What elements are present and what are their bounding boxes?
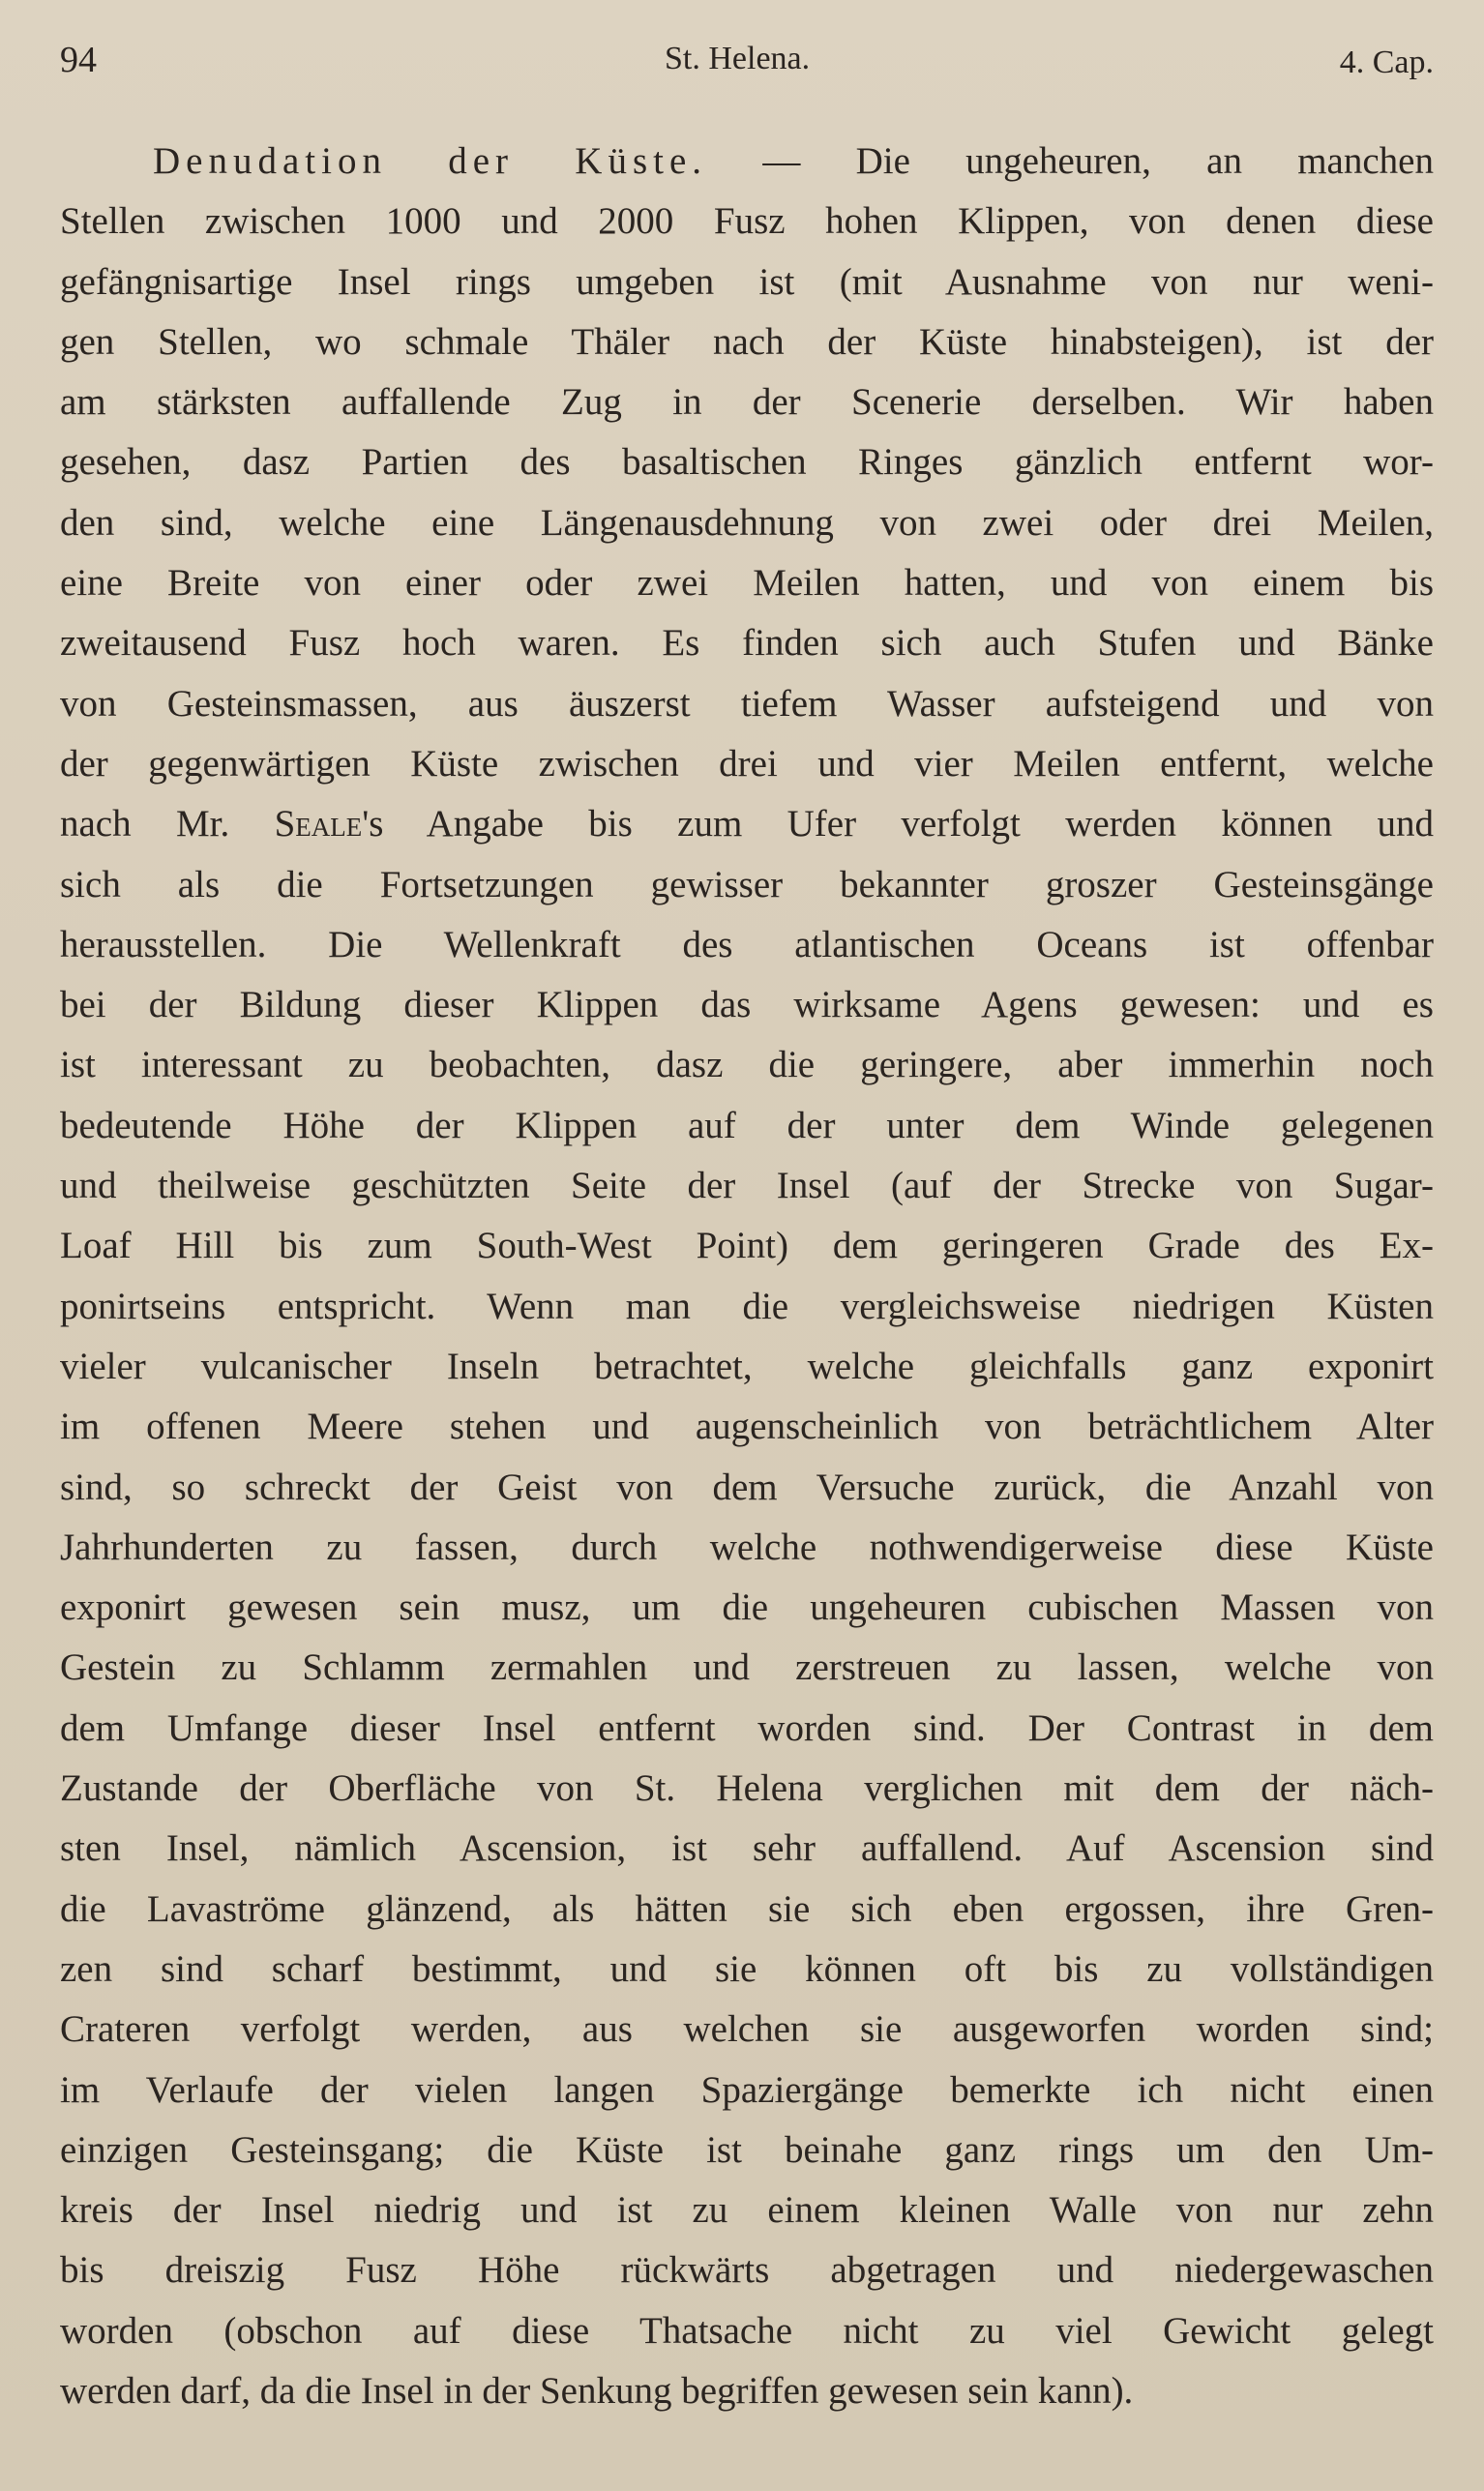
text-segment: nach Mr.	[60, 803, 275, 845]
text-line: im offenen Meere stehen und augenscheinlich von beträchtlichem Alter	[60, 1406, 1434, 1448]
text-line: einzigen Gesteinsgang; die Küste ist beinahe ganz rings um den Um-	[60, 2128, 1434, 2171]
text-line: von Gesteinsmassen, aus äuszerst tiefem Wasser aufsteigend und von	[60, 682, 1434, 725]
text-line: sten Insel, nämlich Ascension, ist sehr auffallend. Auf Ascension sind	[60, 1827, 1434, 1870]
text-line: und theilweise geschützten Seite der Insel (auf der Strecke von Sugar-	[60, 1165, 1434, 1207]
text-line: kreis der Insel niedrig und ist zu einem kleinen Walle von nur zehn	[60, 2189, 1434, 2232]
text-segment: — Die ungeheuren, an manchen	[707, 140, 1434, 182]
text-line: Stellen zwischen 1000 und 2000 Fusz hohen Klippen, von denen diese	[60, 200, 1434, 243]
text-line: bis dreiszig Fusz Höhe rückwärts abgetragen und niedergewaschen	[60, 2249, 1434, 2292]
text-line: Loaf Hill bis zum South-West Point) dem geringeren Grade des Ex-	[60, 1225, 1434, 1267]
text-line: bedeutende Höhe der Klippen auf der unter dem Winde gelegenen	[60, 1104, 1434, 1146]
text-line: bei der Bildung dieser Klippen das wirksame Agens gewesen: und es	[60, 984, 1434, 1026]
text-line: ist interessant zu beobachten, dasz die geringere, aber immerhin noch	[60, 1044, 1434, 1086]
text-line: zen sind scharf bestimmt, und sie können oft bis zu vollständigen	[60, 1947, 1434, 1990]
running-title: St. Helena.	[665, 41, 811, 76]
text-line	[60, 132, 1434, 192]
text-segment: 's Angabe bis zum Ufer verfolgt werden können und	[362, 803, 1434, 845]
text-line: Zustande der Oberfläche von St. Helena verglichen mit dem der näch-	[60, 1767, 1434, 1810]
text-line: Crateren verfolgt werden, aus welchen sie ausgeworfen worden sind;	[60, 2008, 1434, 2051]
chapter-label: 4. Cap.	[1339, 44, 1434, 80]
text-line: vieler vulcanischer Inseln betrachtet, welche gleichfalls ganz exponirt	[60, 1345, 1434, 1387]
text-line: ponirtseins entspricht. Wenn man die vergleichsweise niedrigen Küsten	[60, 1285, 1434, 1327]
text-line: zweitausend Fusz hoch waren. Es finden sich auch Stufen und Bänke	[60, 622, 1434, 665]
author-name: Seale	[274, 803, 363, 845]
text-line: gefängnisartige Insel rings umgeben ist (mit Ausnahme von nur weni-	[60, 260, 1434, 303]
text-line: der gegenwärtigen Küste zwischen drei und vier Meilen entfernt, welche	[60, 742, 1434, 785]
page-number: 94	[60, 40, 97, 80]
section-heading: Denudation der Küste.	[153, 140, 708, 182]
page-header	[60, 39, 1434, 97]
text-line: Jahrhunderten zu fassen, durch welche nothwendigerweise diese Küste	[60, 1526, 1434, 1568]
text-line: eine Breite von einer oder zwei Meilen hatten, und von einem bis	[60, 562, 1434, 605]
text-line: am stärksten auffallende Zug in der Scenerie derselben. Wir haben	[60, 381, 1434, 424]
text-line: im Verlaufe der vielen langen Spaziergänge bemerkte ich nicht einen	[60, 2068, 1434, 2111]
text-line: sich als die Fortsetzungen gewisser bekannter groszer Gesteinsgänge	[60, 863, 1434, 905]
text-line: den sind, welche eine Längenausdehnung von zwei oder drei Meilen,	[60, 501, 1434, 544]
text-line	[60, 794, 1434, 854]
text-line: werden darf, da die Insel in der Senkung begriffen gewesen sein kann).	[60, 2369, 1134, 2412]
body-text	[60, 132, 1434, 2421]
text-line: die Lavaströme glänzend, als hätten sie sich eben ergossen, ihre Gren-	[60, 1887, 1434, 1930]
text-line: worden (obschon auf diese Thatsache nicht zu viel Gewicht gelegt	[60, 2309, 1434, 2352]
text-line: Gestein zu Schlamm zermahlen und zerstreuen zu lassen, welche von	[60, 1646, 1434, 1689]
text-line: herausstellen. Die Wellenkraft des atlantischen Oceans ist offenbar	[60, 923, 1434, 965]
text-line: exponirt gewesen sein musz, um die ungeheuren cubischen Massen von	[60, 1587, 1434, 1629]
text-line: sind, so schreckt der Geist von dem Versuche zurück, die Anzahl von	[60, 1466, 1434, 1508]
text-line: gesehen, dasz Partien des basaltischen Ringes gänzlich entfernt wor-	[60, 441, 1434, 484]
text-line: dem Umfange dieser Insel entfernt worden sind. Der Contrast in dem	[60, 1706, 1434, 1749]
text-line: gen Stellen, wo schmale Thäler nach der Küste hinabsteigen), ist der	[60, 320, 1434, 363]
